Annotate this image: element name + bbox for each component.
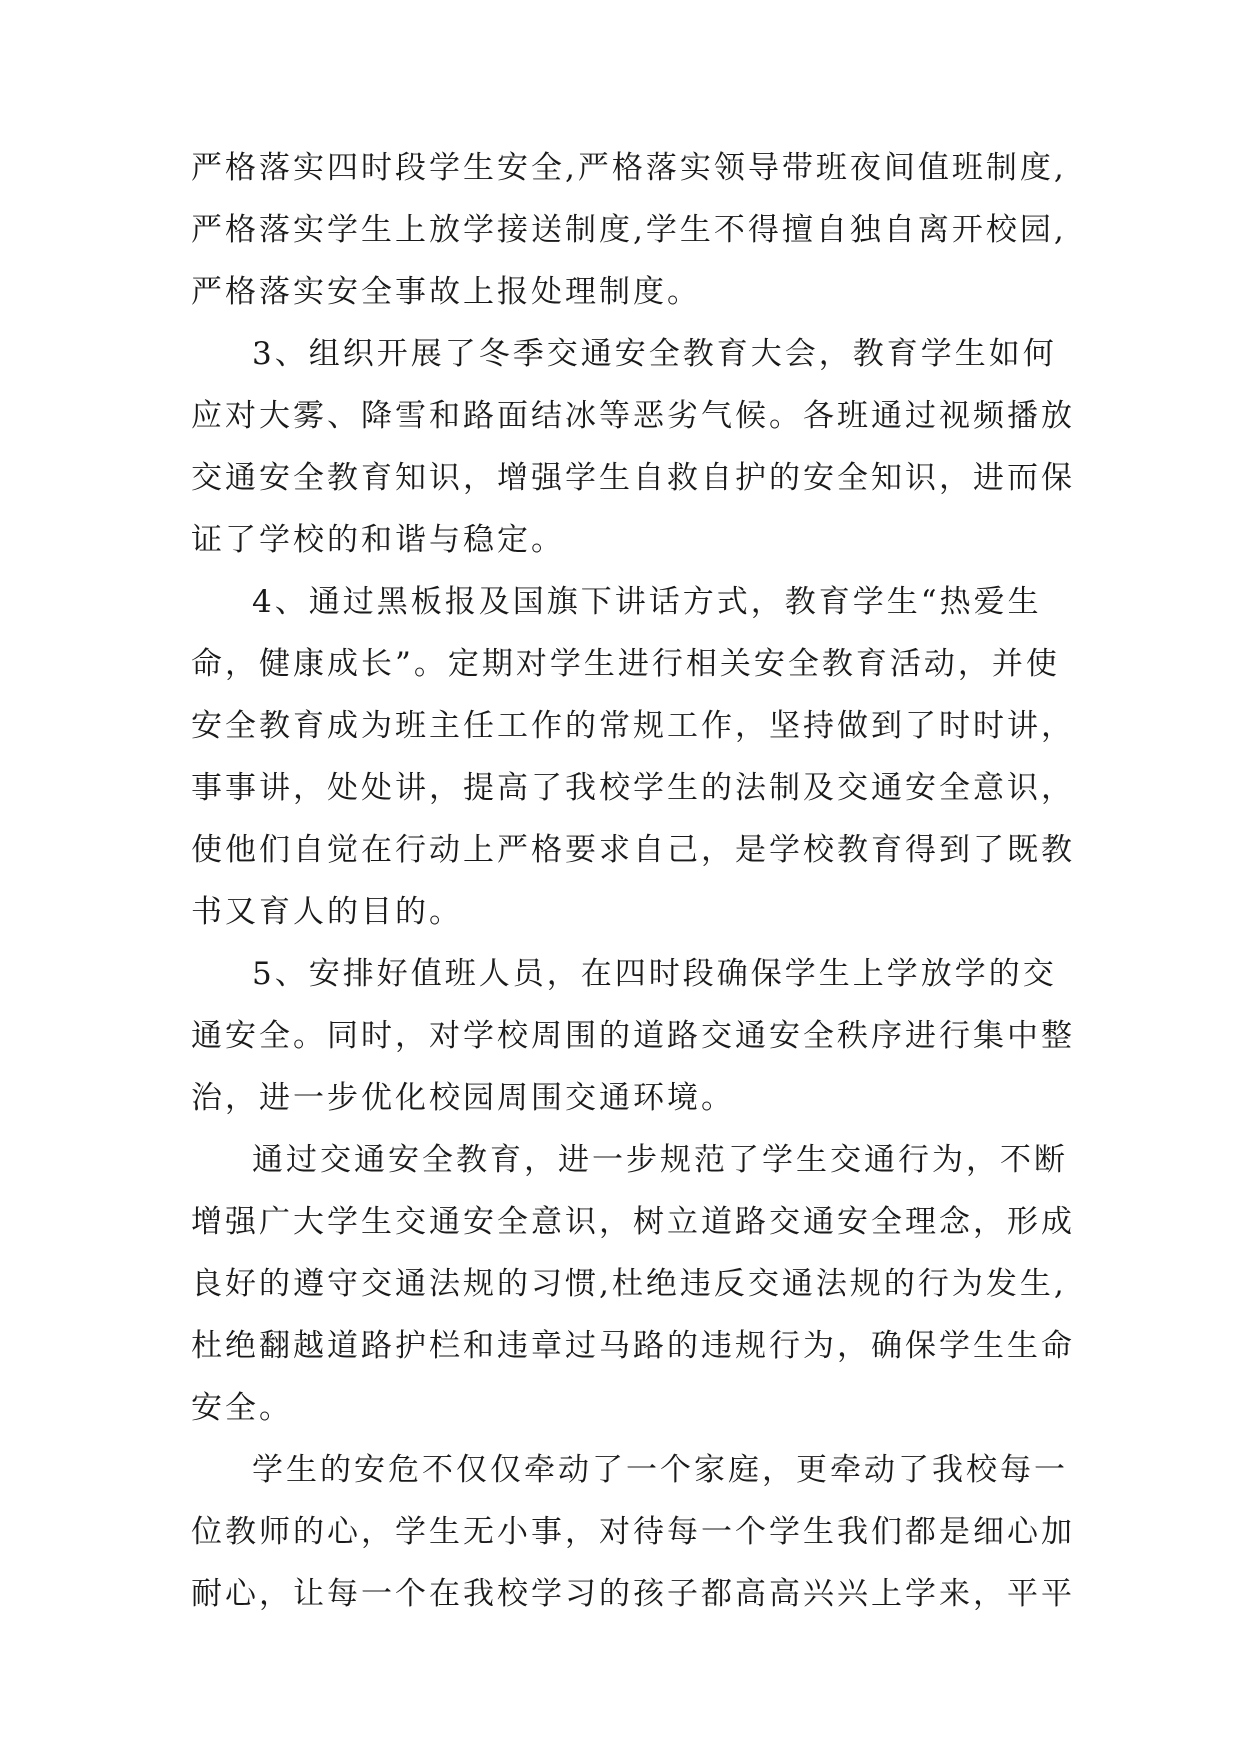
text-line: 良好的遵守交通法规的习惯,杜绝违反交通法规的行为发生,: [191, 1266, 1067, 1302]
text-line: 耐心，让每一个在我校学习的孩子都高高兴兴上学来，平平: [191, 1576, 1075, 1612]
text-line: 应对大雾、降雪和路面结冰等恶劣气候。各班通过视频播放: [191, 398, 1075, 434]
text-line: 位教师的心，学生无小事，对待每一个学生我们都是细心加: [191, 1514, 1075, 1550]
text-line: 事事讲，处处讲，提高了我校学生的法制及交通安全意识，: [191, 770, 1075, 806]
text-line: 通安全。同时，对学校周围的道路交通安全秩序进行集中整: [191, 1018, 1075, 1054]
paragraph-start-line: 3、组织开展了冬季交通安全教育大会，教育学生如何: [252, 336, 1057, 372]
text-line: 增强广大学生交通安全意识，树立道路交通安全理念，形成: [191, 1204, 1075, 1240]
text-line: 使他们自觉在行动上严格要求自己，是学校教育得到了既教: [191, 832, 1075, 868]
paragraph-start-line: 通过交通安全教育，进一步规范了学生交通行为，不断: [252, 1142, 1068, 1178]
paragraph-start-line: 学生的安危不仅仅牵动了一个家庭，更牵动了我校每一: [252, 1452, 1068, 1488]
text-line: 证了学校的和谐与稳定。: [191, 522, 565, 558]
text-line: 严格落实四时段学生安全,严格落实领导带班夜间值班制度,: [191, 150, 1067, 186]
text-line: 命，健康成长”。定期对学生进行相关安全教育活动，并使: [191, 646, 1060, 682]
text-line: 安全教育成为班主任工作的常规工作，坚持做到了时时讲，: [191, 708, 1075, 744]
paragraph-start-line: 4、通过黑板报及国旗下讲话方式，教育学生“热爱生: [252, 584, 1042, 620]
text-line: 严格落实学生上放学接送制度,学生不得擅自独自离开校园,: [191, 212, 1067, 248]
text-line: 严格落实安全事故上报处理制度。: [191, 274, 701, 310]
text-line: 杜绝翻越道路护栏和违章过马路的违规行为，确保学生生命: [191, 1328, 1075, 1364]
text-line: 书又育人的目的。: [191, 894, 463, 930]
text-line: 安全。: [191, 1390, 293, 1426]
text-line: 治，进一步优化校园周围交通环境。: [191, 1080, 735, 1116]
text-line: 交通安全教育知识，增强学生自救自护的安全知识，进而保: [191, 460, 1075, 496]
paragraph-start-line: 5、安排好值班人员，在四时段确保学生上学放学的交: [252, 956, 1057, 992]
